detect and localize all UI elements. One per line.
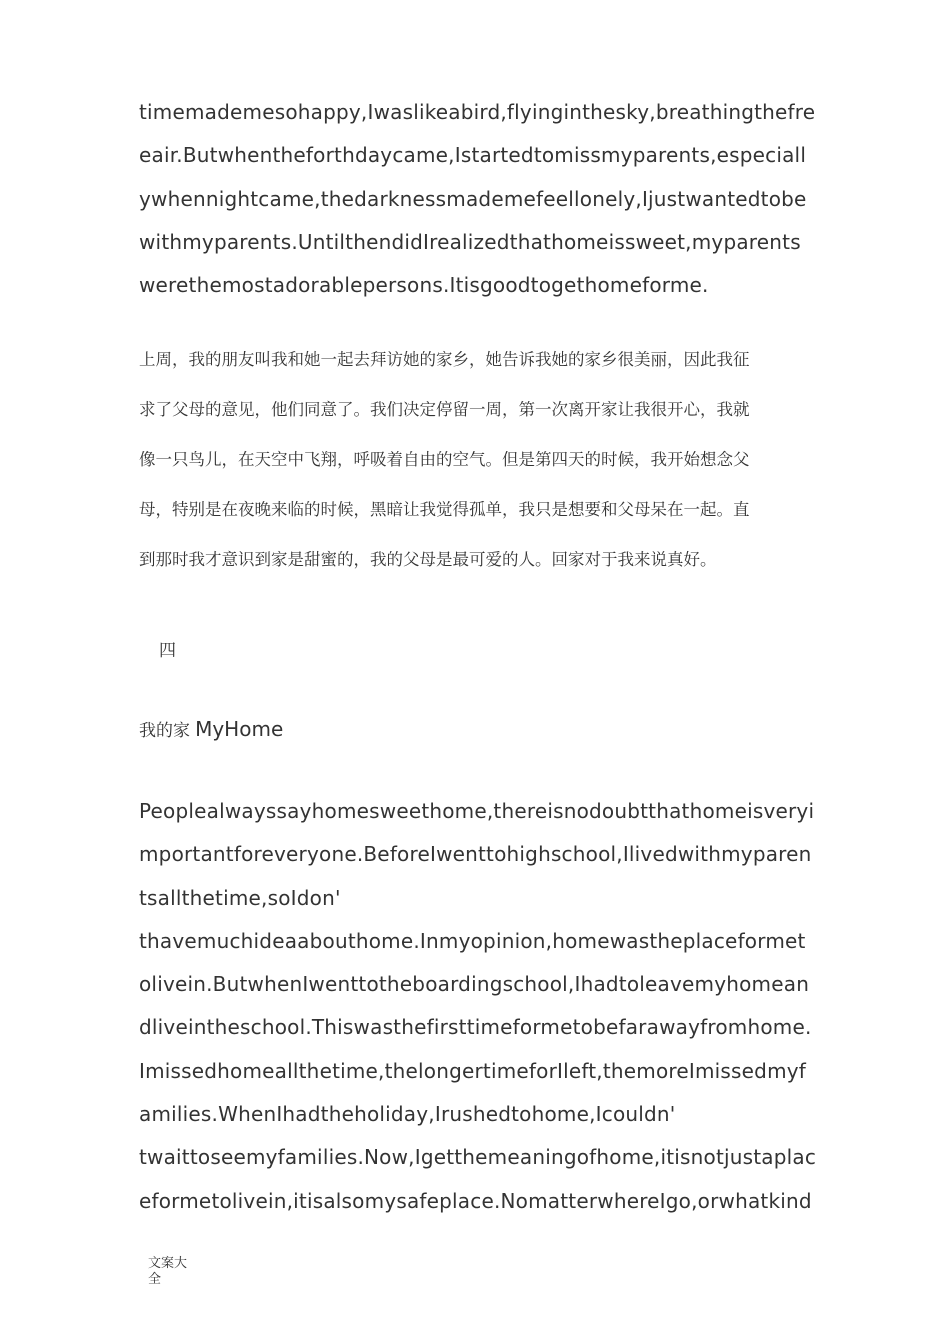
text-line: 像一只鸟儿，在天空中飞翔，呼吸着自由的空气。但是第四天的时候，我开始想念父 (139, 450, 750, 469)
text-line: dliveintheschool.Thiswasthefirsttimeformetobefarawayfromhome. (139, 1015, 812, 1040)
text-line: mportantforeveryone.BeforeIwenttohighschool,Ilivedwithmyparen (139, 842, 812, 867)
text-line: eair.Butwhentheforthdaycame,Istartedtomissmyparents,especiall (139, 143, 807, 168)
text-line: timemademesohappy,Iwaslikeabird,flyinginthesky,breathingthefre (139, 100, 816, 124)
text-line: withmyparents.UntilthendidIrealizedthathomeissweet,myparents (139, 229, 801, 254)
text-line: eformetolivein,itisalsomysafeplace.NomatterwhereIgo,orwhatkind (139, 1188, 812, 1213)
essay-title-english: MyHome (195, 717, 284, 741)
section-number: 四 (159, 641, 176, 661)
text-line: 母，特别是在夜晚来临的时候，黑暗让我觉得孤单，我只是想要和父母呆在一起。直 (139, 500, 750, 519)
text-line: twaittoseemyfamilies.Now,Igetthemeaningofhome,itisnotjustaplac (139, 1145, 817, 1170)
text-line: Imissedhomeallthetime,thelongertimeforIleft,themoreImissedmyf (139, 1058, 807, 1083)
text-line: 到那时我才意识到家是甜蜜的，我的父母是最可爱的人。回家对于我来说真好。 (139, 550, 717, 569)
text-line: olivein.ButwhenIwenttotheboardingschool,Ihadtoleavemyhomean (139, 972, 810, 997)
essay-title (139, 716, 283, 741)
text-line: thavemuchideaabouthome.Inmyopinion,homewastheplaceformet (139, 928, 806, 953)
paragraph-chinese-translation (139, 335, 819, 585)
text-line: 求了父母的意见，他们同意了。我们决定停留一周，第一次离开家让我很开心，我就 (139, 400, 750, 419)
paragraph-english-my-home (139, 790, 819, 1223)
text-line: Peoplealwayssayhomesweethome,thereisnodoubtthathomeisveryi (139, 799, 815, 823)
text-line: amilies.WhenIhadtheholiday,Irushedtohome,Icouldn' (139, 1102, 676, 1127)
text-line: werethemostadorablepersons.Itisgoodtogethomeforme. (139, 273, 709, 298)
footer-mark: 文案大全 (148, 1256, 188, 1287)
text-line: ywhennightcame,thedarknessmademefeellonely,Ijustwantedtobe (139, 186, 807, 211)
text-line: tsallthetime,soIdon' (139, 885, 341, 910)
text-line: 上周，我的朋友叫我和她一起去拜访她的家乡，她告诉我她的家乡很美丽，因此我征 (139, 350, 750, 369)
essay-title-chinese: 我的家 (139, 721, 190, 741)
paragraph-english-continued (139, 91, 819, 307)
